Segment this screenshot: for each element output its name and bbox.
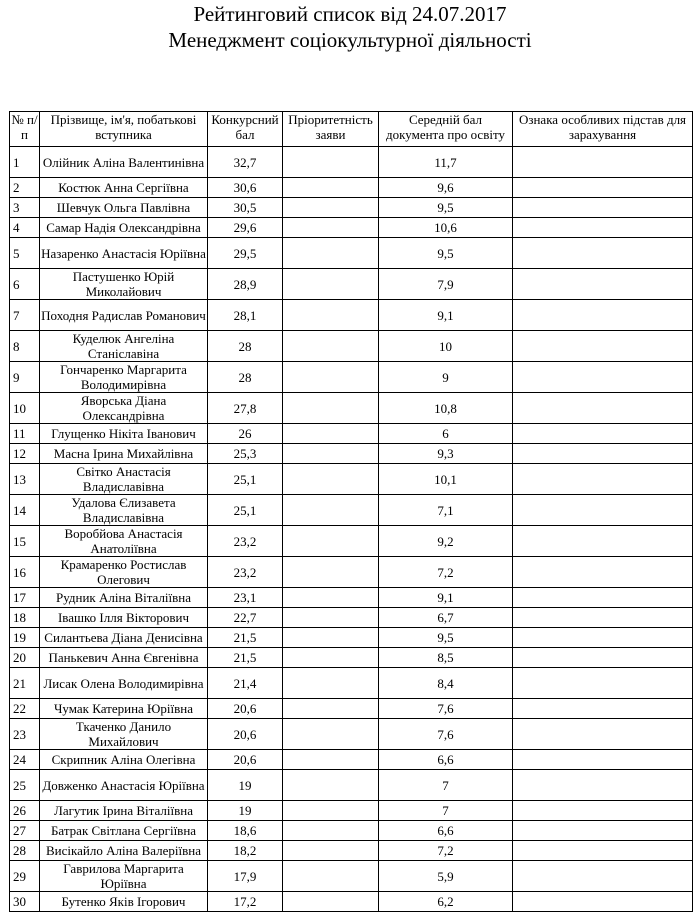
competitive-score-cell: 20,6 [208, 750, 283, 770]
table-row [10, 198, 693, 218]
special-grounds-cell [513, 750, 693, 770]
competitive-score-cell: 30,6 [208, 178, 283, 198]
special-grounds-cell [513, 668, 693, 699]
row-number-cell: 9 [10, 362, 40, 393]
special-grounds-cell [513, 444, 693, 464]
competitive-score-cell: 28 [208, 331, 283, 362]
applicant-name-cell: Рудник Аліна Віталіївна [40, 588, 208, 608]
document-average-cell: 10 [379, 331, 513, 362]
table-row [10, 628, 693, 648]
applicant-name-cell: Висікайло Аліна Валеріївна [40, 841, 208, 861]
column-header-score: Конкурсний бал [208, 112, 283, 147]
special-grounds-cell [513, 801, 693, 821]
document-average-cell: 7,2 [379, 557, 513, 588]
application-priority-cell [283, 668, 379, 699]
special-grounds-cell [513, 648, 693, 668]
table-row [10, 178, 693, 198]
table-row [10, 495, 693, 526]
table-row [10, 464, 693, 495]
special-grounds-cell [513, 464, 693, 495]
row-number-cell: 29 [10, 861, 40, 892]
competitive-score-cell: 28,9 [208, 269, 283, 300]
special-grounds-cell [513, 588, 693, 608]
application-priority-cell [283, 801, 379, 821]
competitive-score-cell: 23,2 [208, 526, 283, 557]
document-average-cell: 9,1 [379, 300, 513, 331]
application-priority-cell [283, 393, 379, 424]
table-row [10, 801, 693, 821]
applicant-name-cell: Глущенко Нікіта Іванович [40, 424, 208, 444]
application-priority-cell [283, 238, 379, 269]
table-row [10, 147, 693, 178]
table-row [10, 331, 693, 362]
table-row [10, 526, 693, 557]
table-row [10, 892, 693, 912]
application-priority-cell [283, 719, 379, 750]
row-number-cell: 20 [10, 648, 40, 668]
competitive-score-cell: 21,5 [208, 648, 283, 668]
special-grounds-cell [513, 178, 693, 198]
column-header-name: Прізвище, ім'я, побатькові вступника [40, 112, 208, 147]
row-number-cell: 7 [10, 300, 40, 331]
table-row [10, 719, 693, 750]
document-average-cell: 10,6 [379, 218, 513, 238]
table-header-row [10, 112, 693, 147]
special-grounds-cell [513, 892, 693, 912]
document-average-cell: 10,8 [379, 393, 513, 424]
competitive-score-cell: 21,5 [208, 628, 283, 648]
application-priority-cell [283, 588, 379, 608]
competitive-score-cell: 21,4 [208, 668, 283, 699]
special-grounds-cell [513, 699, 693, 719]
special-grounds-cell [513, 526, 693, 557]
document-average-cell: 7 [379, 770, 513, 801]
column-header-number: № п/п [10, 112, 40, 147]
page-subtitle: Менеджмент соціокультурної діяльності [168, 28, 532, 52]
table-row [10, 424, 693, 444]
document-average-cell: 6,2 [379, 892, 513, 912]
row-number-cell: 16 [10, 557, 40, 588]
special-grounds-cell [513, 821, 693, 841]
table-row [10, 861, 693, 892]
row-number-cell: 2 [10, 178, 40, 198]
row-number-cell: 21 [10, 668, 40, 699]
row-number-cell: 28 [10, 841, 40, 861]
application-priority-cell [283, 218, 379, 238]
competitive-score-cell: 18,6 [208, 821, 283, 841]
application-priority-cell [283, 464, 379, 495]
special-grounds-cell [513, 300, 693, 331]
column-header-special: Ознака особливих підстав для зарахування [513, 112, 693, 147]
document-average-cell: 7,6 [379, 699, 513, 719]
application-priority-cell [283, 362, 379, 393]
special-grounds-cell [513, 608, 693, 628]
row-number-cell: 13 [10, 464, 40, 495]
table-row [10, 770, 693, 801]
special-grounds-cell [513, 238, 693, 269]
competitive-score-cell: 32,7 [208, 147, 283, 178]
row-number-cell: 10 [10, 393, 40, 424]
competitive-score-cell: 27,8 [208, 393, 283, 424]
applicant-name-cell: Гаврилова Маргарита Юріївна [40, 861, 208, 892]
applicant-name-cell: Лисак Олена Володимирівна [40, 668, 208, 699]
applicant-name-cell: Пастушенко Юрій Миколайович [40, 269, 208, 300]
applicant-name-cell: Шевчук Ольга Павлівна [40, 198, 208, 218]
page-title: Рейтинговий список від 24.07.2017 [193, 2, 507, 26]
document-average-cell: 9,2 [379, 526, 513, 557]
table-row [10, 588, 693, 608]
document-average-cell: 6,6 [379, 821, 513, 841]
competitive-score-cell: 20,6 [208, 699, 283, 719]
table-row [10, 269, 693, 300]
row-number-cell: 23 [10, 719, 40, 750]
special-grounds-cell [513, 861, 693, 892]
document-average-cell: 9,1 [379, 588, 513, 608]
application-priority-cell [283, 300, 379, 331]
competitive-score-cell: 30,5 [208, 198, 283, 218]
applicant-name-cell: Панькевич Анна Євгенівна [40, 648, 208, 668]
applicant-name-cell: Крамаренко Ростислав Олегович [40, 557, 208, 588]
special-grounds-cell [513, 557, 693, 588]
applicant-name-cell: Воробйова Анастасія Анатоліївна [40, 526, 208, 557]
special-grounds-cell [513, 719, 693, 750]
table-row [10, 393, 693, 424]
applicant-name-cell: Чумак Катерина Юріївна [40, 699, 208, 719]
application-priority-cell [283, 628, 379, 648]
application-priority-cell [283, 821, 379, 841]
document-average-cell: 5,9 [379, 861, 513, 892]
competitive-score-cell: 29,5 [208, 238, 283, 269]
applicant-name-cell: Удалова Єлизавета Владиславівна [40, 495, 208, 526]
special-grounds-cell [513, 147, 693, 178]
application-priority-cell [283, 198, 379, 218]
applicant-name-cell: Олійник Аліна Валентинівна [40, 147, 208, 178]
application-priority-cell [283, 331, 379, 362]
document-average-cell: 7,2 [379, 841, 513, 861]
application-priority-cell [283, 699, 379, 719]
row-number-cell: 22 [10, 699, 40, 719]
column-header-priority: Пріоритетність заяви [283, 112, 379, 147]
application-priority-cell [283, 841, 379, 861]
table-row [10, 699, 693, 719]
table-row [10, 300, 693, 331]
applicant-name-cell: Походня Радислав Романович [40, 300, 208, 331]
competitive-score-cell: 18,2 [208, 841, 283, 861]
applicant-name-cell: Костюк Анна Сергіївна [40, 178, 208, 198]
applicant-name-cell: Самар Надія Олександрівна [40, 218, 208, 238]
special-grounds-cell [513, 269, 693, 300]
document-average-cell: 11,7 [379, 147, 513, 178]
document-average-cell: 8,4 [379, 668, 513, 699]
competitive-score-cell: 25,1 [208, 495, 283, 526]
competitive-score-cell: 29,6 [208, 218, 283, 238]
document-average-cell: 10,1 [379, 464, 513, 495]
application-priority-cell [283, 444, 379, 464]
row-number-cell: 15 [10, 526, 40, 557]
applicant-name-cell: Світко Анастасія Владиславівна [40, 464, 208, 495]
application-priority-cell [283, 608, 379, 628]
applicant-name-cell: Довженко Анастасія Юріївна [40, 770, 208, 801]
competitive-score-cell: 23,1 [208, 588, 283, 608]
competitive-score-cell: 28 [208, 362, 283, 393]
document-average-cell: 6,7 [379, 608, 513, 628]
competitive-score-cell: 23,2 [208, 557, 283, 588]
applicant-name-cell: Назаренко Анастасія Юріївна [40, 238, 208, 269]
applicant-name-cell: Лагутик Ірина Віталіївна [40, 801, 208, 821]
application-priority-cell [283, 557, 379, 588]
applicant-name-cell: Батрак Світлана Сергіївна [40, 821, 208, 841]
row-number-cell: 14 [10, 495, 40, 526]
applicant-name-cell: Силантьева Діана Денисівна [40, 628, 208, 648]
competitive-score-cell: 25,1 [208, 464, 283, 495]
application-priority-cell [283, 178, 379, 198]
rating-table [9, 111, 693, 912]
row-number-cell: 12 [10, 444, 40, 464]
competitive-score-cell: 17,2 [208, 892, 283, 912]
table-row [10, 821, 693, 841]
applicant-name-cell: Яворська Діана Олександрівна [40, 393, 208, 424]
competitive-score-cell: 25,3 [208, 444, 283, 464]
special-grounds-cell [513, 841, 693, 861]
special-grounds-cell [513, 393, 693, 424]
document-average-cell: 9 [379, 362, 513, 393]
table-row [10, 444, 693, 464]
special-grounds-cell [513, 628, 693, 648]
row-number-cell: 18 [10, 608, 40, 628]
document-average-cell: 8,5 [379, 648, 513, 668]
table-row [10, 362, 693, 393]
document-average-cell: 9,5 [379, 198, 513, 218]
applicant-name-cell: Куделюк Ангеліна Станіславіна [40, 331, 208, 362]
row-number-cell: 4 [10, 218, 40, 238]
competitive-score-cell: 17,9 [208, 861, 283, 892]
special-grounds-cell [513, 770, 693, 801]
table-row [10, 218, 693, 238]
special-grounds-cell [513, 331, 693, 362]
document-average-cell: 7,9 [379, 269, 513, 300]
applicant-name-cell: Скрипник Аліна Олегівна [40, 750, 208, 770]
row-number-cell: 24 [10, 750, 40, 770]
special-grounds-cell [513, 495, 693, 526]
column-header-average: Середній бал документа про освіту [379, 112, 513, 147]
row-number-cell: 11 [10, 424, 40, 444]
competitive-score-cell: 26 [208, 424, 283, 444]
competitive-score-cell: 19 [208, 770, 283, 801]
special-grounds-cell [513, 362, 693, 393]
competitive-score-cell: 20,6 [208, 719, 283, 750]
row-number-cell: 17 [10, 588, 40, 608]
application-priority-cell [283, 147, 379, 178]
application-priority-cell [283, 424, 379, 444]
applicant-name-cell: Івашко Ілля Вікторович [40, 608, 208, 628]
application-priority-cell [283, 269, 379, 300]
table-row [10, 750, 693, 770]
row-number-cell: 27 [10, 821, 40, 841]
row-number-cell: 5 [10, 238, 40, 269]
row-number-cell: 3 [10, 198, 40, 218]
row-number-cell: 26 [10, 801, 40, 821]
table-row [10, 648, 693, 668]
document-average-cell: 7 [379, 801, 513, 821]
competitive-score-cell: 28,1 [208, 300, 283, 331]
document-average-cell: 9,5 [379, 238, 513, 269]
row-number-cell: 25 [10, 770, 40, 801]
row-number-cell: 30 [10, 892, 40, 912]
applicant-name-cell: Масна Ірина Михайлівна [40, 444, 208, 464]
table-row [10, 841, 693, 861]
table-row [10, 557, 693, 588]
row-number-cell: 19 [10, 628, 40, 648]
application-priority-cell [283, 770, 379, 801]
document-average-cell: 9,6 [379, 178, 513, 198]
document-average-cell: 6 [379, 424, 513, 444]
application-priority-cell [283, 495, 379, 526]
competitive-score-cell: 19 [208, 801, 283, 821]
document-average-cell: 9,3 [379, 444, 513, 464]
special-grounds-cell [513, 198, 693, 218]
table-row [10, 608, 693, 628]
row-number-cell: 1 [10, 147, 40, 178]
special-grounds-cell [513, 218, 693, 238]
application-priority-cell [283, 526, 379, 557]
competitive-score-cell: 22,7 [208, 608, 283, 628]
application-priority-cell [283, 861, 379, 892]
application-priority-cell [283, 648, 379, 668]
row-number-cell: 8 [10, 331, 40, 362]
application-priority-cell [283, 750, 379, 770]
applicant-name-cell: Ткаченко Данило Михайлович [40, 719, 208, 750]
table-row [10, 238, 693, 269]
application-priority-cell [283, 892, 379, 912]
applicant-name-cell: Бутенко Яків Ігорович [40, 892, 208, 912]
document-average-cell: 7,6 [379, 719, 513, 750]
applicant-name-cell: Гончаренко Маргарита Володимирівна [40, 362, 208, 393]
document-average-cell: 6,6 [379, 750, 513, 770]
special-grounds-cell [513, 424, 693, 444]
document-average-cell: 7,1 [379, 495, 513, 526]
document-average-cell: 9,5 [379, 628, 513, 648]
table-row [10, 668, 693, 699]
row-number-cell: 6 [10, 269, 40, 300]
